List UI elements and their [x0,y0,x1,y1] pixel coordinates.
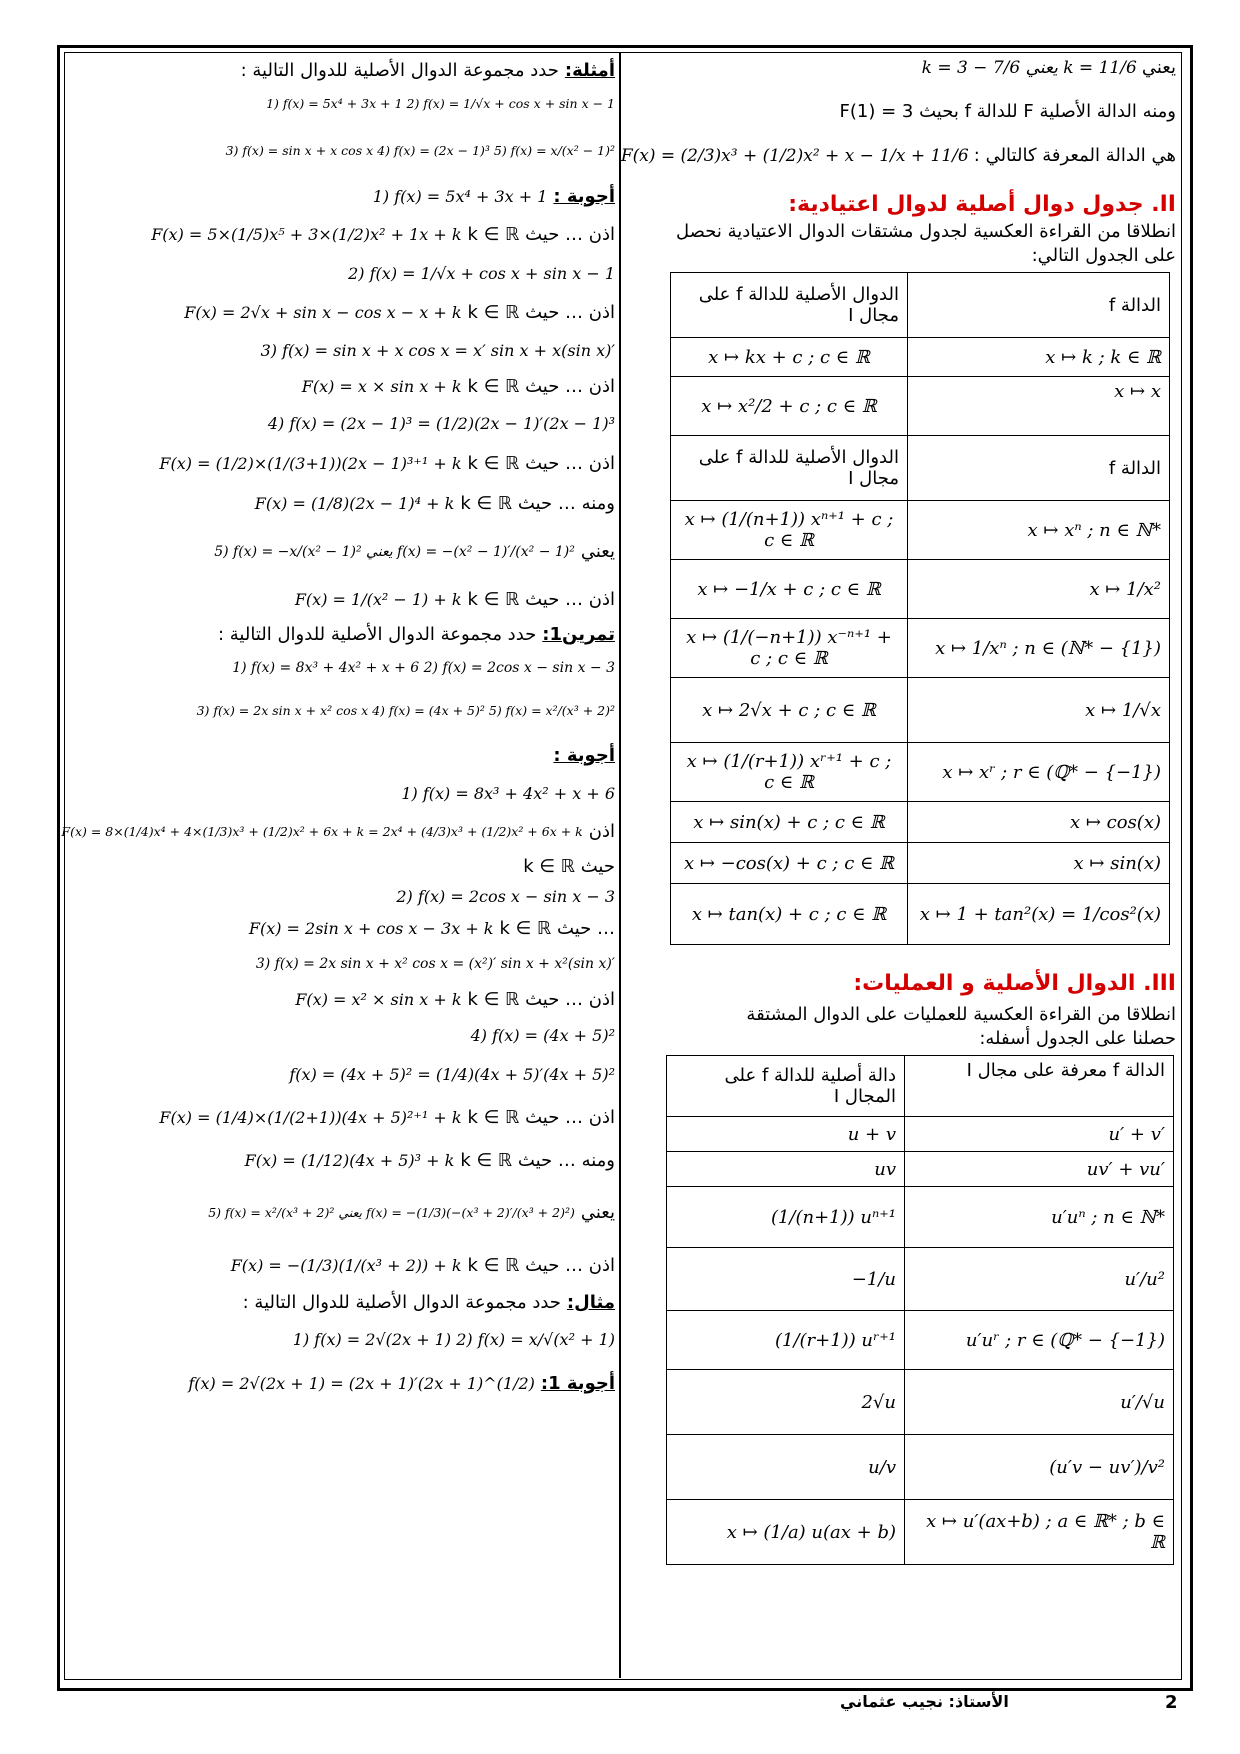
table-row: x ↦ xʳ ; r ∈ (ℚ* − {−1}) x ↦ (1/(r+1)) xʳ⁺¹ + c ; c ∈ ℝ [671,743,1170,802]
table-row: u′/u² −1/u [667,1248,1174,1311]
line-math: 1) f(x) = 5x⁴ + 3x + 1 [372,186,548,206]
line-math: f(x) = 2√(2x + 1) = (2x + 1)′(2x + 1)^(1/2) [188,1373,535,1393]
section-2-title: II. جدول دوال أصلية لدوال اعتيادية: [788,192,1176,217]
table-row: x ↦ xⁿ ; n ∈ ℕ* x ↦ (1/(n+1)) xⁿ⁺¹ + c ; c ∈ ℝ [671,501,1170,560]
intro-line-3: هي الدالة المعرفة كالتالي : F(x) = (2/3)x³ + (1/2)x² + x − 1/x + 11/6 [620,145,1176,166]
page-number: 2 [1165,1692,1178,1713]
table-row: u′uⁿ ; n ∈ ℕ* (1/(n+1)) uⁿ⁺¹ [667,1187,1174,1248]
answer-line [70,484,615,524]
answer-line [70,882,615,912]
line-label: أمثلة: [564,59,615,81]
line-math: 5) f(x) = −x/(x² − 1)² يعني f(x) = −(x² − 1)′/(x² − 1)² [214,543,575,560]
answer-line [70,650,615,686]
answer-line [70,1182,615,1244]
intro-line-1: يعني k = 3 − 7/6 يعني k = 11/6 [921,57,1176,78]
line-math: F(x) = (1/12)(4x + 5)³ + k [244,1150,455,1170]
table-row: x ↦ 1 + tan²(x) = 1/cos²(x) x ↦ tan(x) + c ; c ∈ ℝ [671,884,1170,945]
line-math: F(x) = 5×(1/5)x⁵ + 3×(1/2)x² + 1x + k [151,224,462,244]
section-3-title: III. الدوال الأصلية و العمليات: [853,971,1176,996]
line-text: اذن … حيث k ∈ ℝ [467,223,615,245]
line-text: اذن … حيث k ∈ ℝ [467,988,615,1010]
line-label: أجوبة : [553,744,615,766]
line-math: 1) f(x) = 8x³ + 4x² + x + 6 [401,783,615,803]
line-math: 4) f(x) = (2x − 1)³ = (1/2)(2x − 1)′(2x − 1)³ [267,413,615,433]
line-text: حدد مجموعة الدوال الأصلية للدوال التالية : [240,59,559,81]
line-math: F(x) = −(1/3)(1/(x³ + 2)) + k [230,1255,462,1275]
line-math: F(x) = (1/4)×(1/(2+1))(4x + 5)²⁺¹ + k [159,1107,462,1127]
line-text: اذن … حيث k ∈ ℝ [467,1254,615,1276]
line-math: F(x) = x² × sin x + k [295,989,462,1009]
line-math: 1) f(x) = 8x³ + 4x² + x + 6 2) f(x) = 2cos x − sin x − 3 [232,659,615,676]
answer-line [70,1362,615,1406]
line-math: F(x) = 8×(1/4)x⁴ + 4×(1/3)x³ + (1/2)x² + 6x + k = 2x⁴ + (4/3)x³ + (1/2)x² + 6x + k [61,823,583,839]
answer-line [70,736,615,776]
answer-line [70,852,615,882]
answer-line [70,1288,615,1318]
line-text: … حيث k ∈ ℝ [499,917,615,939]
answer-line [70,1054,615,1096]
answer-line [70,982,615,1018]
table-row: x ↦ 1/√x x ↦ 2√x + c ; c ∈ ℝ [671,678,1170,743]
line-text: اذن … حيث k ∈ ℝ [467,301,615,323]
line-text: حيث k ∈ ℝ [523,855,615,877]
line-math: 2) f(x) = 1/√x + cos x + sin x − 1 [348,263,615,283]
intro-line-2: ومنه الدالة الأصلية F للدالة f بحيث F(1) = 3 [839,101,1176,122]
header-function-2: الدالة f [908,436,1170,501]
answer-line [61,812,615,852]
table-row: x ↦ k ; k ∈ ℝ x ↦ kx + c ; c ∈ ℝ [671,338,1170,377]
line-math: F(x) = 1/(x² − 1) + k [294,589,462,609]
line-label: تمرين1: [542,623,615,645]
answer-line [70,912,615,946]
header-function: الدالة f [908,273,1170,338]
line-text: يعني [580,1201,615,1223]
answer-line [70,620,615,650]
line-math: 3) f(x) = sin x + x cos x = x′ sin x + x(sin x)′ [260,340,615,360]
line-math: 3) f(x) = 2x sin x + x² cos x = (x²)′ sin x + x²(sin x)′ [255,955,615,972]
answer-line [70,1318,615,1362]
line-label: أجوبة : [553,185,615,207]
line-text: اذن … حيث k ∈ ℝ [467,1106,615,1128]
line-math: F(x) = (1/2)×(1/(3+1))(2x − 1)³⁺¹ + k [159,453,462,473]
section-2-paragraph-2: على الجدول التالي: [1031,245,1176,266]
table-row: u′ + v′ u + v [667,1117,1174,1152]
left-column [61,58,615,1406]
header-primitive-2: الدوال الأصلية للدالة f على مجال I [671,436,908,501]
answer-line [70,776,615,812]
line-math: F(x) = 2√x + sin x − cos x − x + k [184,302,462,322]
answer-line [70,84,615,124]
right-column [620,57,1176,1565]
line-math: 3) f(x) = 2x sin x + x² cos x 4) f(x) = (4x + 5)² 5) f(x) = x²/(x³ + 2)² [196,702,615,718]
line-label: مثال: [566,1291,615,1313]
line-text: ومنه … حيث k ∈ ℝ [460,1149,615,1171]
answer-line [70,124,615,178]
table-header-row [671,273,1170,338]
answer-line [70,1140,615,1182]
ops-header-primitive: دالة أصلية للدالة f على المجال I [667,1056,905,1117]
line-text: حدد مجموعة الدوال الأصلية للدوال التالية : [242,1291,561,1313]
answer-line [70,178,615,216]
answer-line [70,294,615,332]
section-3-paragraph-2: حصلنا على الجدول أسفله: [979,1028,1176,1049]
table-row: x ↦ u′(ax+b) ; a ∈ ℝ* ; b ∈ ℝ x ↦ (1/a) u(ax + b) [667,1500,1174,1565]
column-divider [619,52,621,1678]
table-row: uv′ + vu′ uv [667,1152,1174,1187]
line-math: 1) f(x) = 2√(2x + 1) 2) f(x) = x/√(x² + 1) [292,1329,615,1349]
table-header-row [671,436,1170,501]
line-math: 3) f(x) = sin x + x cos x 4) f(x) = (2x − 1)³ 5) f(x) = x/(x² − 1)² [225,142,615,158]
table-row: (u′v − uv′)/v² u/v [667,1435,1174,1500]
line-label: أجوبة 1: [540,1372,615,1394]
line-text: اذن … حيث k ∈ ℝ [467,375,615,397]
answer-line [70,444,615,484]
answer-line [70,332,615,370]
answer-line [70,254,615,294]
table-row: u′/√u 2√u [667,1370,1174,1435]
author-name: الأستاذ: نجيب عثماني [840,1692,1009,1711]
primitives-table [670,272,1170,945]
line-math: F(x) = 2sin x + cos x − 3x + k [248,918,494,938]
table-row: x ↦ sin(x) x ↦ −cos(x) + c ; c ∈ ℝ [671,843,1170,884]
line-text: اذن … حيث k ∈ ℝ [467,588,615,610]
answer-line [70,1018,615,1054]
line-math: 1) f(x) = 5x⁴ + 3x + 1 2) f(x) = 1/√x + cos x + sin x − 1 [266,95,615,111]
answer-line [70,1096,615,1140]
answer-line [70,404,615,444]
line-text: حدد مجموعة الدوال الأصلية للدوال التالية : [218,623,537,645]
table-row: x ↦ 1/xⁿ ; n ∈ (ℕ* − {1}) x ↦ (1/(−n+1)) x⁻ⁿ⁺¹ + c ; c ∈ ℝ [671,619,1170,678]
answer-line [70,370,615,404]
line-math: 5) f(x) = x²/(x³ + 2)² يعني f(x) = −(1/3)(−(x³ + 2)′/(x³ + 2)²) [208,1204,575,1220]
line-text: ومنه … حيث k ∈ ℝ [460,492,615,514]
table-row: u′uʳ ; r ∈ (ℚ* − {−1}) (1/(r+1)) uʳ⁺¹ [667,1311,1174,1370]
line-math: f(x) = (4x + 5)² = (1/4)(4x + 5)′(4x + 5)² [289,1064,615,1084]
section-2-paragraph: انطلاقا من القراءة العكسية لجدول مشتقات الدوال الاعتيادية نحصل [676,221,1176,242]
line-text: اذن … حيث k ∈ ℝ [467,452,615,474]
answer-line [70,686,615,736]
answer-line [70,58,615,84]
ops-header-function: الدالة f معرفة على مجال I [905,1056,1174,1117]
table-row: x ↦ cos(x) x ↦ sin(x) + c ; c ∈ ℝ [671,802,1170,843]
line-text: يعني [580,540,615,562]
answer-line [70,524,615,580]
section-3-paragraph: انطلاقا من القراءة العكسية للعمليات على الدوال المشتقة [746,1004,1176,1025]
operations-table [666,1055,1174,1565]
table-header-row [667,1056,1174,1117]
answer-line [70,1244,615,1288]
answer-line [70,946,615,982]
line-math: F(x) = x × sin x + k [301,376,462,396]
line-math: 4) f(x) = (4x + 5)² [470,1025,615,1045]
header-primitive: الدوال الأصلية للدالة f على مجال I [671,273,908,338]
answer-line [70,580,615,620]
line-math: 2) f(x) = 2cos x − sin x − 3 [396,886,615,906]
answer-line [70,216,615,254]
table-row: x ↦ x x ↦ x²/2 + c ; c ∈ ℝ [671,377,1170,436]
table-row: x ↦ 1/x² x ↦ −1/x + c ; c ∈ ℝ [671,560,1170,619]
line-math: F(x) = (1/8)(2x − 1)⁴ + k [254,493,455,513]
line-text: اذن [588,820,615,842]
